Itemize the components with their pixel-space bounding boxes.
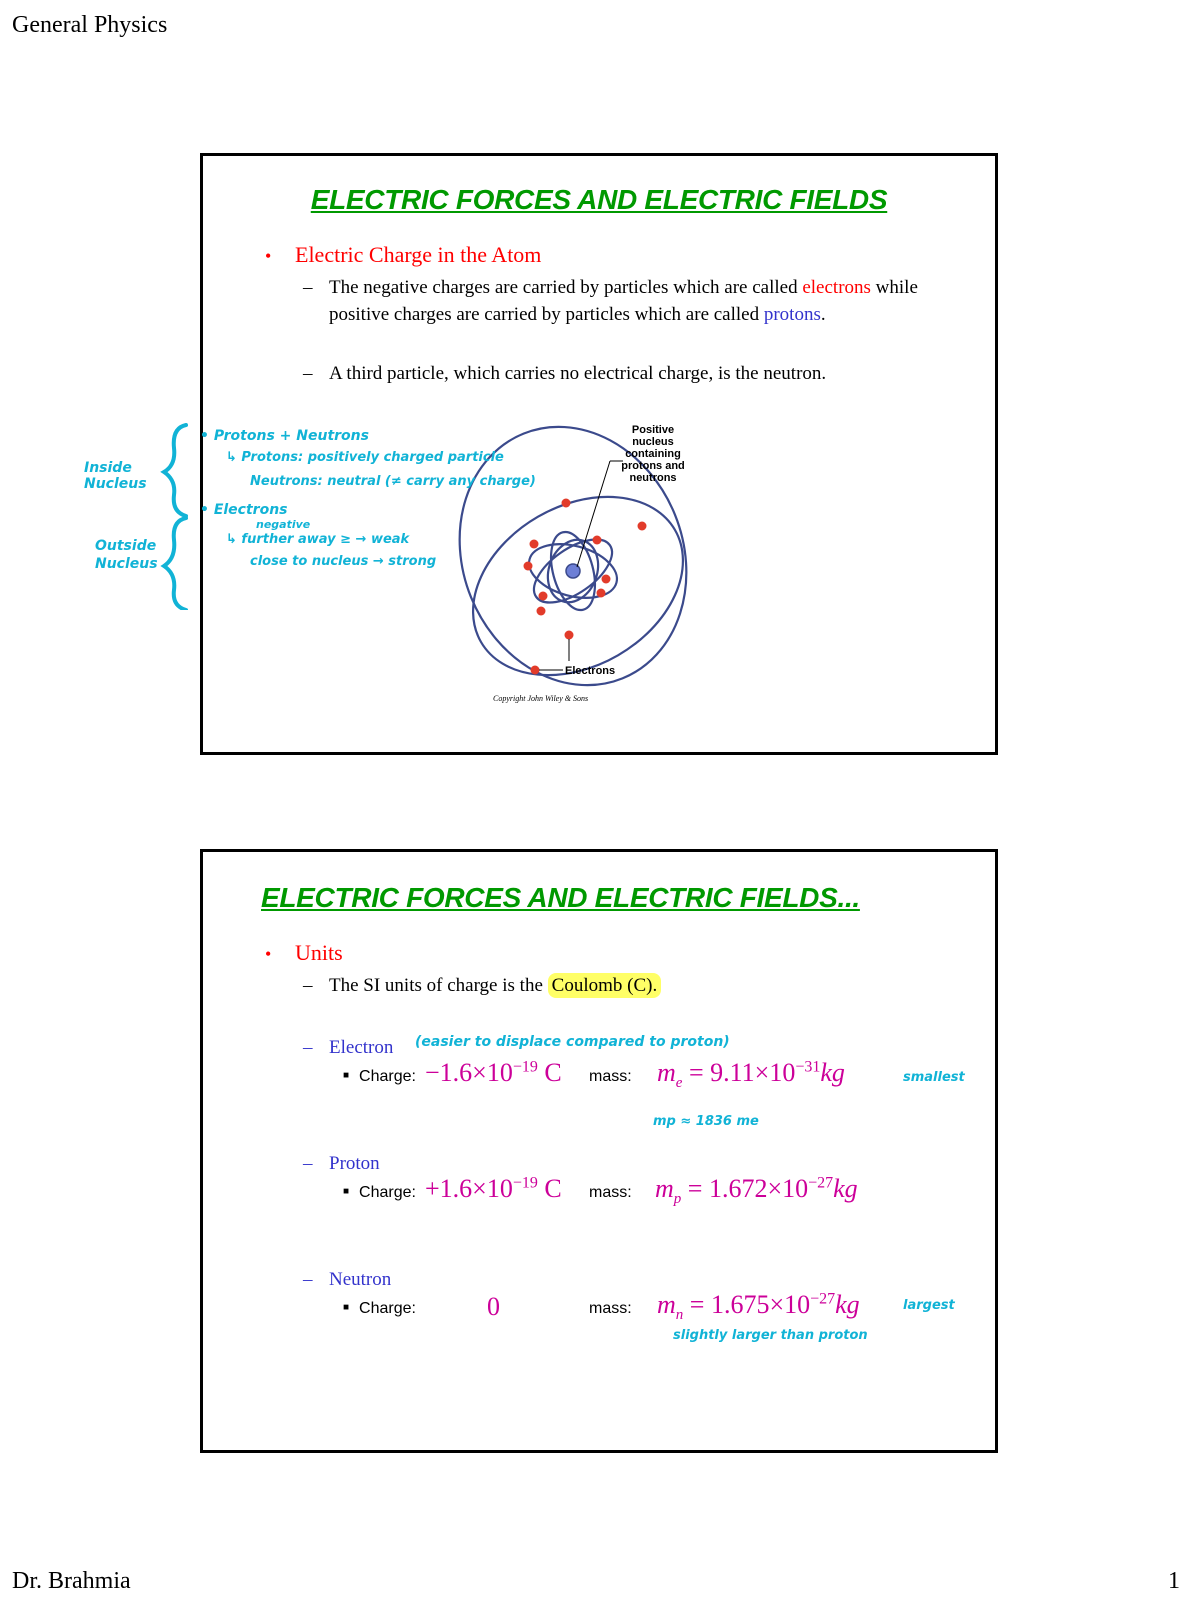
electron-mass-label: mass: xyxy=(589,1068,632,1085)
copyright-label: Copyright John Wiley & Sons xyxy=(493,694,589,703)
sub-1-text: The negative charges are carried by particles which are called xyxy=(329,277,798,298)
proton-heading xyxy=(303,1150,380,1177)
mass-symbol: m xyxy=(657,1058,676,1087)
electron-mass-value xyxy=(657,1058,845,1092)
nucleus-label-5: neutrons xyxy=(629,472,677,484)
charge-mantissa: +1.6×10 xyxy=(425,1174,513,1203)
electrons-label: Electrons xyxy=(565,665,616,677)
mass-unit: kg xyxy=(820,1058,845,1087)
electron-charge-value xyxy=(425,1058,562,1088)
proton-label: Proton xyxy=(329,1153,380,1174)
neutron-heading xyxy=(303,1266,392,1293)
note-line-4: • Electrons xyxy=(200,502,288,518)
charge-exponent: −19 xyxy=(512,1058,538,1076)
slide-1-bullet xyxy=(265,242,541,268)
charge-mantissa: −1.6×10 xyxy=(425,1058,513,1087)
note-line-3: Neutrons: neutral (≠ carry any charge) xyxy=(250,474,536,489)
si-units-line xyxy=(303,972,929,999)
sub-1-period: . xyxy=(820,304,826,325)
slide-2 xyxy=(200,849,998,1453)
nucleus-label-1: Positive xyxy=(631,424,675,436)
note-nucleus: Nucleus xyxy=(84,476,147,492)
nucleus-label-3: containing xyxy=(625,448,681,460)
mass-exponent: −31 xyxy=(795,1058,821,1076)
proton-charge-value xyxy=(425,1174,562,1204)
electron-charge-label xyxy=(343,1068,416,1086)
charge-exponent: −19 xyxy=(512,1174,538,1192)
note-inside: Inside xyxy=(84,460,132,476)
dash-marker: – xyxy=(303,277,313,298)
mass-value: = 1.672×10 xyxy=(681,1174,809,1203)
mass-unit: kg xyxy=(833,1174,858,1203)
nucleus-label-4: protons and xyxy=(621,460,685,472)
note-slightly-larger: slightly larger than proton xyxy=(673,1328,868,1343)
slide-1-sub-1 xyxy=(303,274,929,328)
proton-mass-value xyxy=(655,1174,858,1208)
slide-2-bullet xyxy=(265,940,343,966)
note-largest: largest xyxy=(903,1298,955,1313)
slide-1-sub-2 xyxy=(303,360,969,387)
dash-marker: – xyxy=(303,1037,313,1058)
proton-mass-label: mass: xyxy=(589,1184,632,1201)
bullet-text: Electric Charge in the Atom xyxy=(295,242,542,267)
dash-marker: – xyxy=(303,975,313,996)
dash-marker: – xyxy=(303,363,313,384)
page-header: General Physics xyxy=(12,12,168,38)
square-bullet: ■ xyxy=(343,1302,350,1313)
charge-label: Charge: xyxy=(359,1184,416,1201)
note-mass-ratio: mp ≈ 1836 me xyxy=(653,1114,759,1129)
note-outside-nucleus xyxy=(95,537,158,573)
slide-2-title: ELECTRIC FORCES AND ELECTRIC FIELDS... xyxy=(261,882,860,913)
page-footer-author: Dr. Brahmia xyxy=(12,1568,131,1594)
coulomb-highlight: Coulomb (C). xyxy=(548,973,662,998)
mass-subscript: n xyxy=(675,1307,684,1324)
note-smallest: smallest xyxy=(903,1070,965,1085)
mass-symbol: m xyxy=(655,1174,674,1203)
note-line-6: ↳ further away ≥ → weak xyxy=(226,532,410,547)
bullet-text: Units xyxy=(295,940,343,965)
bullet-dot: • xyxy=(265,944,272,964)
page-number: 1 xyxy=(1168,1568,1180,1594)
electrons-term: electrons xyxy=(802,277,871,298)
neutron-mass-label: mass: xyxy=(589,1300,632,1317)
bullet-dot: • xyxy=(265,246,272,266)
mass-unit: kg xyxy=(835,1290,860,1319)
neutron-charge-value: 0 xyxy=(487,1292,500,1321)
note-line-7: close to nucleus → strong xyxy=(250,554,437,569)
nucleus-icon xyxy=(566,564,580,578)
nucleus-label-2: nucleus xyxy=(632,436,674,448)
sub-1-text-cont: while positive charges are carried by particles which are called xyxy=(329,277,918,325)
neutron-label: Neutron xyxy=(329,1269,392,1290)
neutron-mass-value xyxy=(657,1290,860,1324)
neutron-charge-label xyxy=(343,1300,416,1318)
square-bullet: ■ xyxy=(343,1070,350,1081)
proton-charge-label xyxy=(343,1184,416,1202)
electron-label: Electron xyxy=(329,1037,394,1058)
electron-heading xyxy=(303,1034,394,1061)
mass-exponent: −27 xyxy=(810,1290,836,1308)
electron-note: (easier to displace compared to proton) xyxy=(415,1034,730,1050)
sub-2-text: A third particle, which carries no electrical charge, is the neutron. xyxy=(329,363,827,384)
slide-1-title: ELECTRIC FORCES AND ELECTRIC FIELDS xyxy=(310,184,888,215)
charge-unit: C xyxy=(537,1174,562,1203)
mass-subscript: e xyxy=(675,1075,683,1092)
mass-subscript: p xyxy=(673,1191,682,1208)
note-line-2: ↳ Protons: positively charged particle xyxy=(226,450,504,465)
note-line-5: negative xyxy=(256,518,311,531)
charge-label: Charge: xyxy=(359,1068,416,1085)
mass-symbol: m xyxy=(657,1290,676,1319)
si-text: The SI units of charge is the xyxy=(329,975,548,996)
mass-exponent: −27 xyxy=(808,1174,834,1192)
note-line-1: • Protons + Neutrons xyxy=(200,428,369,444)
mass-value: = 9.11×10 xyxy=(682,1058,796,1087)
square-bullet: ■ xyxy=(343,1186,350,1197)
dash-marker: – xyxy=(303,1269,313,1290)
note-inside-nucleus xyxy=(84,460,147,492)
note-outside: Outside xyxy=(95,538,157,554)
charge-unit: C xyxy=(537,1058,562,1087)
charge-label: Charge: xyxy=(359,1300,416,1317)
dash-marker: – xyxy=(303,1153,313,1174)
brace-icon xyxy=(150,420,200,610)
note-nucleus: Nucleus xyxy=(95,556,158,572)
mass-value: = 1.675×10 xyxy=(683,1290,811,1319)
protons-term: protons xyxy=(763,304,821,325)
